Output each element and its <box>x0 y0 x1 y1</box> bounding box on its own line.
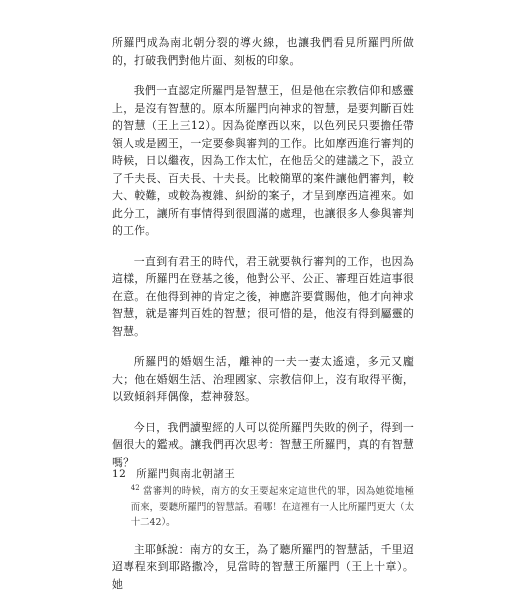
paragraph-continued: 所羅門成為南北朝分裂的導火線，也讓我們看見所羅門所做的，打破我們對他片面、刻板的印象。 <box>112 36 414 67</box>
running-title: 所羅門與南北朝諸王 <box>136 468 236 480</box>
page-number: 12 <box>112 468 127 480</box>
footnote-number: 42 <box>130 484 140 492</box>
page-footer <box>112 466 235 481</box>
paragraph: 我們一直認定所羅門是智慧王，但是他在宗教信仰和感靈上，是沒有智慧的。原本所羅門向神求的智慧，是要判斷百姓的智慧（王上三12）。因為從摩西以來，以色列民只要擔任帶領人或是國王，一定要參與審判的工作。比如摩西進行審判的時候，日以繼夜，因為工作太忙，在他岳父的建議之下，設立了千夫長、百夫長、十夫長。比較簡單的案件讓他們審判，較大、較難，或較為複雜、糾紛的案子，才呈到摩西這裡來。如此分工，讓所有事情得到很圓滿的處理，也讓很多人參與審判的工作。 <box>112 84 414 237</box>
paragraph: 一直到有君王的時代，君王就要執行審判的工作，也因為這樣，所羅門在登基之後，他對公平、公正、審理百姓這事很在意。在他得到神的肯定之後，神應許要賞賜他，他才向神求智慧，就是審判百姓的智慧；很可惜的是，他沒有得到屬靈的智慧。 <box>112 254 414 338</box>
footnote-text: 當審判的時候，南方的女王要起來定這世代的罪，因為她從地極而來，要聽所羅門的智慧話。看哪！在這裡有一人比所羅門更大（太十二42）。 <box>130 486 414 529</box>
body-text <box>112 34 414 593</box>
paragraph: 所羅門的婚姻生活，離神的一夫一妻太遙遠，多元又龐大；他在婚姻生活、治理國家、宗教信仰上，沒有取得平衡，以致傾斜拜偶像，惹神發怒。 <box>112 355 414 403</box>
footnote <box>131 481 414 531</box>
paragraph: 今日，我們讀聖經的人可以從所羅門失敗的例子，得到一個很大的鑑戒。讓我們再次思考：智慧王所羅門，真的有智慧嗎？ <box>112 420 414 469</box>
paragraph: 主耶穌說：南方的女王，為了聽所羅門的智慧話，千里迢迢專程來到耶路撒冷，見當時的智慧王所羅門（王上十章）。她 <box>112 542 414 591</box>
